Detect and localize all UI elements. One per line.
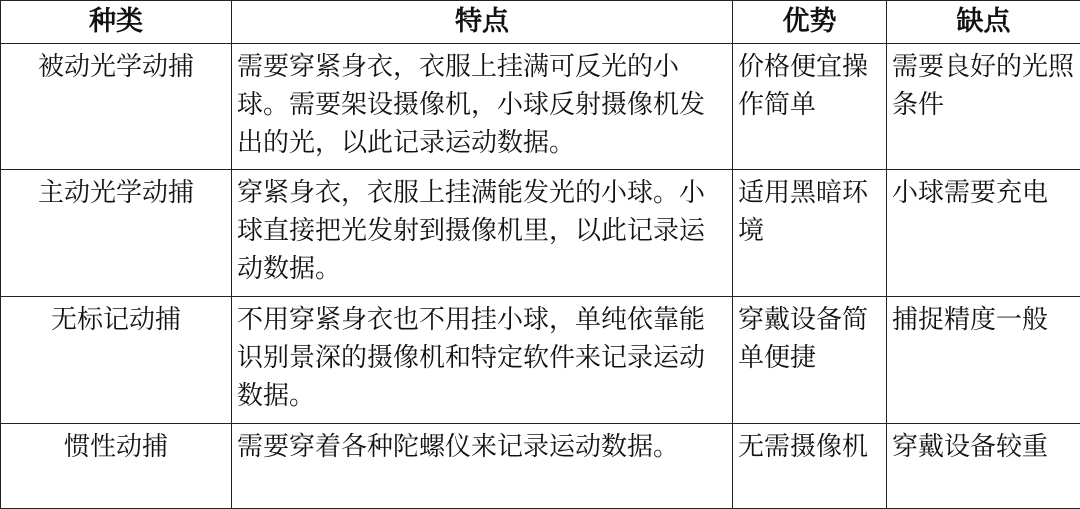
table-row [1, 44, 1080, 170]
features-text: 不用穿紧身衣也不用挂小球，单纯依靠能识别景深的摄像机和特定软件来记录运动数据。 [237, 305, 706, 411]
features-cell [232, 44, 733, 170]
disadvantages-text: 需要良好的光照条件 [892, 52, 1075, 120]
table-row [1, 297, 1080, 424]
type-text: 主动光学动捕 [37, 178, 194, 208]
header-disadvantages: 缺点 [887, 1, 1080, 44]
disadvantages-cell [887, 44, 1080, 170]
table-row [1, 170, 1080, 297]
type-cell [1, 424, 232, 509]
advantages-text: 适用黑暗环境 [738, 178, 869, 246]
header-type: 种类 [1, 1, 232, 44]
features-cell [232, 424, 733, 509]
type-cell [1, 170, 232, 297]
features-text: 需要穿紧身衣，衣服上挂满可反光的小球。需要架设摄像机，小球反射摄像机发出的光，以此记录运动数据。 [237, 52, 706, 158]
disadvantages-cell [887, 424, 1080, 509]
advantages-text: 穿戴设备简单便捷 [738, 305, 869, 373]
disadvantages-cell [887, 297, 1080, 424]
type-text: 惯性动捕 [63, 432, 168, 462]
type-text: 被动光学动捕 [37, 52, 194, 82]
advantages-text: 无需摄像机 [738, 432, 869, 462]
disadvantages-cell [887, 170, 1080, 297]
table-row [1, 424, 1080, 509]
features-text: 需要穿着各种陀螺仪来记录运动数据。 [237, 432, 680, 462]
features-text: 穿紧身衣，衣服上挂满能发光的小球。小球直接把光发射到摄像机里，以此记录运动数据。 [237, 178, 706, 284]
disadvantages-text: 小球需要充电 [892, 178, 1049, 208]
type-cell [1, 297, 232, 424]
advantages-text: 价格便宜操作简单 [738, 52, 869, 120]
features-cell [232, 170, 733, 297]
advantages-cell [733, 44, 887, 170]
type-text: 无标记动捕 [50, 305, 181, 335]
type-cell [1, 44, 232, 170]
disadvantages-text: 穿戴设备较重 [892, 432, 1049, 462]
disadvantages-text: 捕捉精度一般 [892, 305, 1049, 335]
advantages-cell [733, 297, 887, 424]
header-advantages: 优势 [733, 1, 887, 44]
header-features: 特点 [232, 1, 733, 44]
advantages-cell [733, 424, 887, 509]
features-cell [232, 297, 733, 424]
advantages-cell [733, 170, 887, 297]
table-header-row [1, 1, 1080, 44]
